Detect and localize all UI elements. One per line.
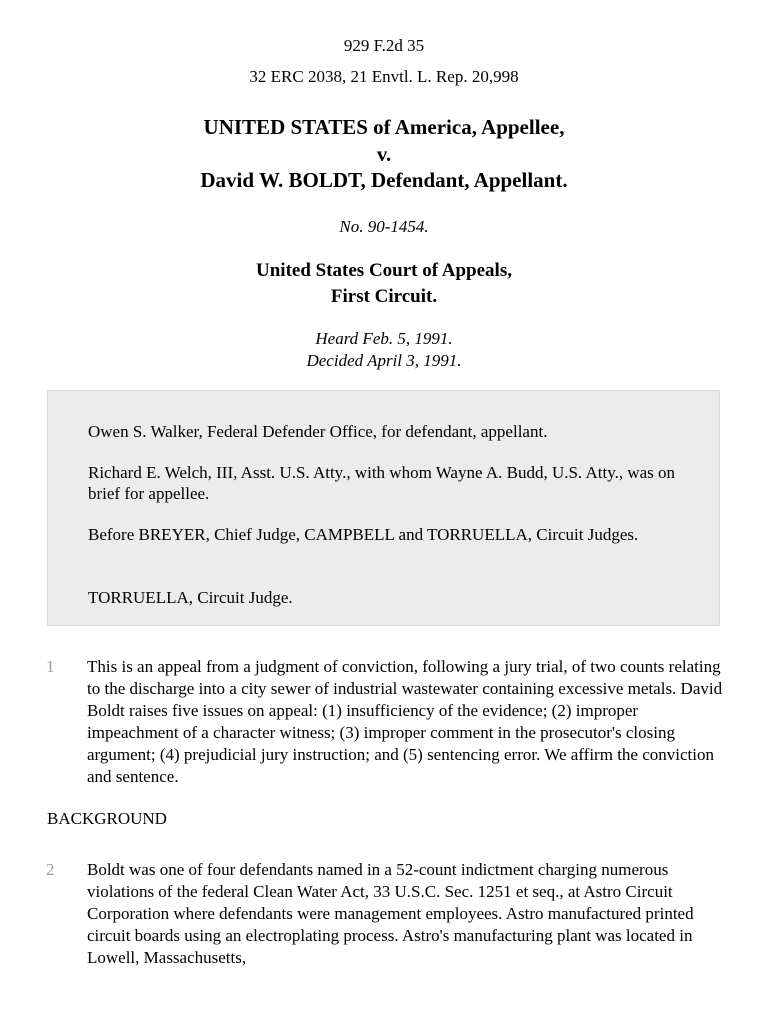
counsel-appellee: Richard E. Welch, III, Asst. U.S. Atty., with whom Wayne A. Budd, U.S. Atty., was on brief for appellee. xyxy=(88,463,676,503)
parallel-citation: 32 ERC 2038, 21 Envtl. L. Rep. 20,998 xyxy=(249,67,519,86)
caption-plaintiff: UNITED STATES of America, Appellee, xyxy=(203,115,565,139)
counsel-box xyxy=(47,390,720,626)
caption-versus: v. xyxy=(376,142,392,166)
section-heading: BACKGROUND xyxy=(47,809,167,828)
opinion-author: TORRUELLA, Circuit Judge. xyxy=(88,588,293,607)
paragraph-text: Boldt was one of four defendants named in a 52-count indictment charging numerous violations of the federal Clean Water Act, 33 U.S.C. Sec. 1251 et seq., at Astro Circuit Corporation where defendants were management employees. Astro manufactured printed circuit boards using an electroplating process. Astro's manufacturing plant was located in Lowell, Massachusetts, xyxy=(87,860,694,967)
decided-date: Decided April 3, 1991. xyxy=(306,351,462,370)
paragraph-text: This is an appeal from a judgment of conviction, following a jury trial, of two counts relating to the discharge into a city sewer of industrial wastewater containing excessive metals. David Boldt raises five issues on appeal: (1) insufficiency of the evidence; (2) improper impeachment of a character witness; (3) improper comment in the prosecutor's closing argument; (4) prejudicial jury instruction; and (5) sentencing error. We affirm the conviction and sentence. xyxy=(87,657,723,786)
panel-judges: Before BREYER, Chief Judge, CAMPBELL and TORRUELLA, Circuit Judges. xyxy=(88,525,639,544)
heard-date: Heard Feb. 5, 1991. xyxy=(315,329,453,348)
counsel-defendant: Owen S. Walker, Federal Defender Office, for defendant, appellant. xyxy=(88,422,548,441)
paragraph-number: 1 xyxy=(46,657,55,676)
docket-number: No. 90-1454. xyxy=(339,217,429,236)
reporter-citation: 929 F.2d 35 xyxy=(343,36,425,55)
paragraph-number: 2 xyxy=(46,860,55,879)
court-circuit: First Circuit. xyxy=(330,286,438,307)
court-name: United States Court of Appeals, xyxy=(256,260,512,281)
caption-defendant: David W. BOLDT, Defendant, Appellant. xyxy=(200,168,568,192)
